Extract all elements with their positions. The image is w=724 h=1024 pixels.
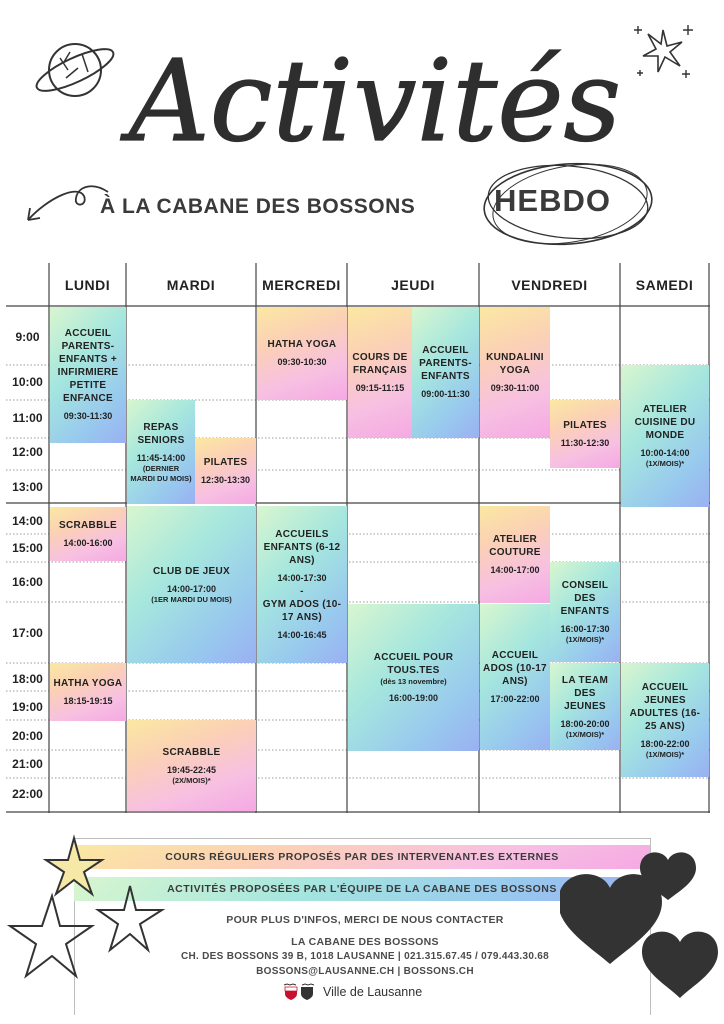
activity-title: ACCUEIL PARENTS-ENFANTS [419, 345, 472, 383]
activity-block [257, 307, 347, 400]
activity-title: ATELIER CUISINE DU MONDE [634, 404, 696, 442]
activity-title: HATHA YOGA [53, 677, 123, 689]
time-label: 19:00 [12, 700, 43, 714]
activity-block [127, 506, 256, 663]
time-label: 13:00 [12, 480, 43, 494]
time-label: 20:00 [12, 729, 43, 743]
activity-time: 09:00-11:30 [421, 389, 470, 400]
activity-title: COURS DE FRANÇAIS [352, 351, 408, 376]
contact-address: CH. DES BOSSONS 39 B, 1018 LAUSANNE | 021.315.67.45 / 079.443.30.68 [180, 951, 550, 962]
activity-time: 11:45-14:00 [136, 453, 186, 463]
activity-time: 09:30-11:30 [63, 411, 113, 422]
activity-time: 12:30-13:30 [200, 474, 251, 485]
subtitle: À LA CABANE DES BOSSONS [100, 195, 416, 218]
activity-title: ACCUEIL POUR TOUS.TES [373, 652, 454, 677]
activity-note: (1ER MARDI DU MOIS) [151, 594, 232, 604]
city-logo [283, 983, 422, 1001]
activity-note: (1X/MOIS)* [565, 635, 605, 645]
activity-note: (2X/MOIS)* [172, 775, 211, 785]
activity-block [195, 438, 256, 504]
activity-title: ACCUEIL PARENTS-ENFANTS + INFIRMIERE PETITE ENFANCE [57, 328, 119, 405]
activity-time: 18:00-22:00 [640, 738, 690, 749]
time-label: 9:00 [15, 330, 40, 344]
activity-title: ACCUEIL JEUNES ADULTES (16-25 ANS) [629, 681, 701, 732]
activity-block [257, 506, 347, 663]
activity-time: 17:00-22:00 [490, 693, 540, 704]
activity-title: CLUB DE JEUX [153, 565, 230, 577]
day-header-samedi: SAMEDI [635, 276, 694, 293]
activity-note: (DERNIER MARDI DU MOIS) [130, 464, 192, 483]
activity-title: PILATES [203, 456, 248, 468]
activity-title: CONSEIL DES ENFANTS [560, 580, 610, 618]
activity-note: (1X/MOIS)* [565, 729, 605, 739]
activity-note: (1X/MOIS)* [645, 749, 685, 759]
page-title [95, 18, 655, 178]
activity-block [412, 307, 479, 438]
time-label: 18:00 [12, 672, 43, 686]
activity-block [480, 506, 550, 603]
weekly-schedule [6, 263, 710, 813]
activity-time: 11:30-12:30 [560, 437, 610, 448]
day-header-jeudi: JEUDI [391, 276, 435, 293]
activity-block [50, 507, 126, 561]
time-label: 15:00 [12, 541, 43, 555]
activity-block [621, 663, 709, 777]
activity-title: LA TEAM DES JEUNES [561, 674, 609, 712]
activity-block [480, 307, 550, 438]
activity-time: 18:15-19:15 [63, 695, 113, 706]
activity-block [50, 663, 126, 721]
time-label: 22:00 [12, 787, 43, 801]
activity-time: 14:00-16:00 [63, 537, 113, 548]
activity-time: 14:00-17:00 [166, 583, 217, 594]
activity-title: PILATES [563, 419, 607, 431]
time-label: 14:00 [12, 514, 43, 528]
time-label: 12:00 [12, 445, 43, 459]
time-label: 21:00 [12, 757, 43, 771]
activity-time: 09:15-11:15 [355, 382, 405, 393]
day-header-mardi: MARDI [166, 276, 216, 293]
day-header-lundi: LUNDI [64, 276, 111, 293]
activity-time: 18:00-20:00 [560, 718, 610, 729]
activity-title: REPAS SENIORS [137, 422, 185, 446]
activity-time: 16:00-19:00 [388, 692, 439, 703]
activity-block [480, 604, 550, 750]
activity-title: ACCUEILS ENFANTS (6-12 ANS) [263, 529, 341, 567]
star-doodles-icon [4, 834, 179, 1014]
activity-block [550, 663, 620, 750]
activity-time: 19:45-22:45 [166, 764, 217, 775]
time-label: 11:00 [12, 411, 43, 425]
activity-block [348, 307, 412, 438]
time-label: 16:00 [12, 575, 43, 589]
hebdo-badge: HEBDO [494, 183, 611, 218]
activity-title: KUNDALINI YOGA [486, 351, 544, 376]
activity-separator: - [300, 585, 304, 597]
activity-block [127, 720, 256, 811]
heart-doodles-icon [560, 848, 720, 1018]
activity-time: 10:00-14:00 [640, 448, 690, 459]
activity-title: SCRABBLE [59, 519, 117, 531]
activity-time: 09:30-11:00 [490, 382, 540, 393]
legend-external: COURS RÉGULIERS PROPOSÉS PAR DES INTERVENANT.ES EXTERNES [74, 845, 650, 869]
activity-time: 16:00-17:30 [560, 624, 610, 635]
activity-title: HATHA YOGA [267, 339, 337, 351]
activity-time: 09:30-10:30 [277, 357, 327, 368]
activity-time: 14:00-17:30 [277, 573, 327, 584]
city-logo-text: Ville de Lausanne [323, 985, 423, 999]
arrow-doodle-icon [18, 178, 113, 238]
activity-note: (dès 13 novembre) [380, 677, 447, 687]
activity-title: ACCUEIL ADOS (10-17 ANS) [483, 649, 547, 687]
title-text: Activités [128, 37, 622, 167]
city-crest-icon [283, 983, 317, 1001]
contact-intro: POUR PLUS D'INFOS, MERCI DE NOUS CONTACTER [226, 914, 504, 926]
time-label: 17:00 [12, 626, 43, 640]
activity-note: (1X/MOIS)* [645, 459, 685, 469]
activity-block [621, 365, 709, 507]
legend-team: ACTIVITÉS PROPOSÉES PAR L'ÉQUIPE DE LA CABANE DES BOSSONS [74, 877, 650, 901]
activity-block [50, 307, 126, 443]
day-header-mercredi: MERCREDI [262, 276, 341, 293]
activity-block [550, 562, 620, 662]
activity-block [550, 400, 620, 468]
time-label: 10:00 [12, 375, 43, 389]
activity-time: 14:00-17:00 [490, 564, 540, 575]
day-header-vendredi: VENDREDI [511, 276, 588, 293]
contact-web: BOSSONS@LAUSANNE.CH | BOSSONS.CH [256, 966, 474, 977]
activity-block [127, 400, 195, 504]
activity-title-2: GYM ADOS (10-17 ANS) [262, 598, 342, 623]
activity-title: ATELIER COUTURE [489, 533, 541, 558]
activity-time-2: 14:00-16:45 [277, 629, 327, 640]
activity-title: SCRABBLE [162, 746, 221, 758]
activity-block [348, 604, 479, 751]
contact-name: LA CABANE DES BOSSONS [291, 936, 439, 948]
